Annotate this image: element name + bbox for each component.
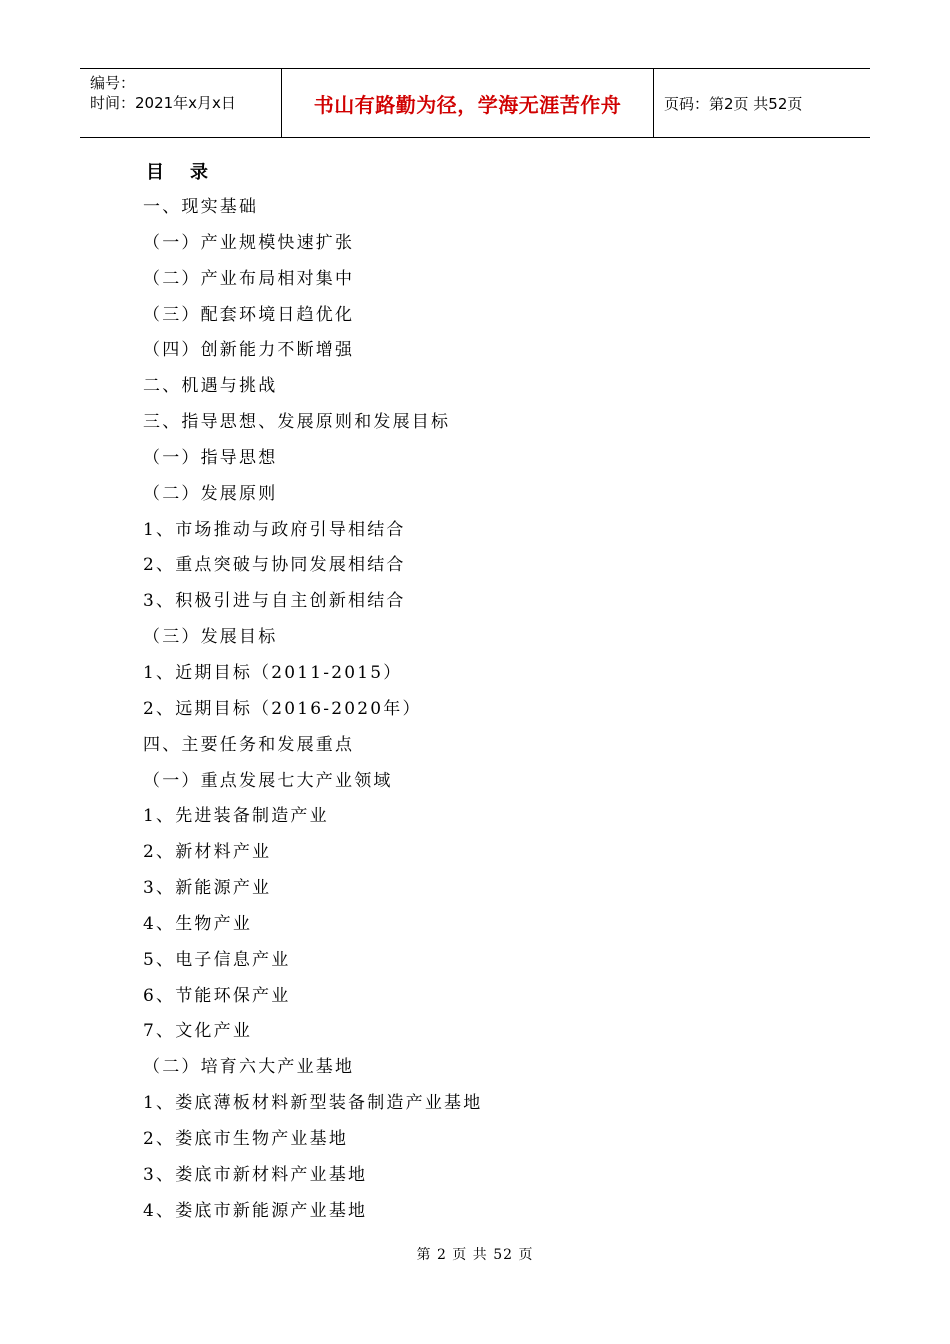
toc-item: 1、娄底薄板材料新型装备制造产业基地	[143, 1093, 483, 1114]
toc-item: 一、现实基础	[143, 197, 259, 217]
toc-item: 7、文化产业	[143, 1021, 253, 1042]
time-label: 时间：2021年x月x日	[90, 94, 236, 112]
header-page-info: 页码：第2页 共52页	[664, 94, 803, 113]
toc-item: （一）指导思想	[143, 447, 278, 468]
toc-title: 目录	[146, 162, 234, 183]
header-meta	[80, 69, 282, 137]
toc-item: （三）配套环境日趋优化	[143, 304, 355, 325]
toc-item: 5、电子信息产业	[143, 949, 291, 970]
toc-item: 4、娄底市新能源产业基地	[143, 1200, 368, 1221]
header-motto: 书山有路勤为径，学海无涯苦作舟	[282, 69, 654, 137]
toc-item: 2、远期目标（2016-2020年）	[143, 698, 422, 719]
page-footer: 第 2 页 共 52 页	[416, 1247, 534, 1263]
toc-item: 3、新能源产业	[143, 878, 272, 899]
toc-item: 3、娄底市新材料产业基地	[143, 1164, 368, 1185]
toc-item: 1、市场推动与政府引导相结合	[143, 519, 406, 540]
toc-item: （三）发展目标	[143, 627, 278, 648]
toc-item: 四、主要任务和发展重点	[143, 734, 355, 755]
toc-item: 1、近期目标（2011-2015）	[143, 662, 403, 683]
toc-item: 6、节能环保产业	[143, 985, 291, 1006]
toc-item: 二、机遇与挑战	[143, 376, 278, 397]
toc-item: （四）创新能力不断增强	[143, 340, 355, 361]
toc-item: （二）培育六大产业基地	[143, 1057, 355, 1078]
toc-item: （一）产业规模快速扩张	[143, 232, 355, 253]
toc-item: 2、新材料产业	[143, 842, 272, 863]
toc-item: 4、生物产业	[143, 913, 253, 934]
number-label: 编号：	[90, 74, 136, 92]
toc-item: （一）重点发展七大产业领域	[143, 770, 393, 791]
toc-item: （二）发展原则	[143, 483, 278, 504]
page-header	[80, 68, 870, 138]
toc-item: 2、重点突破与协同发展相结合	[143, 555, 406, 576]
toc-item: 三、指导思想、发展原则和发展目标	[143, 412, 451, 433]
toc-item: （二）产业布局相对集中	[143, 268, 355, 289]
toc-item: 1、先进装备制造产业	[143, 806, 329, 827]
toc-list	[143, 190, 482, 1229]
toc-item: 2、娄底市生物产业基地	[143, 1128, 349, 1149]
toc-item: 3、积极引进与自主创新相结合	[143, 591, 406, 612]
